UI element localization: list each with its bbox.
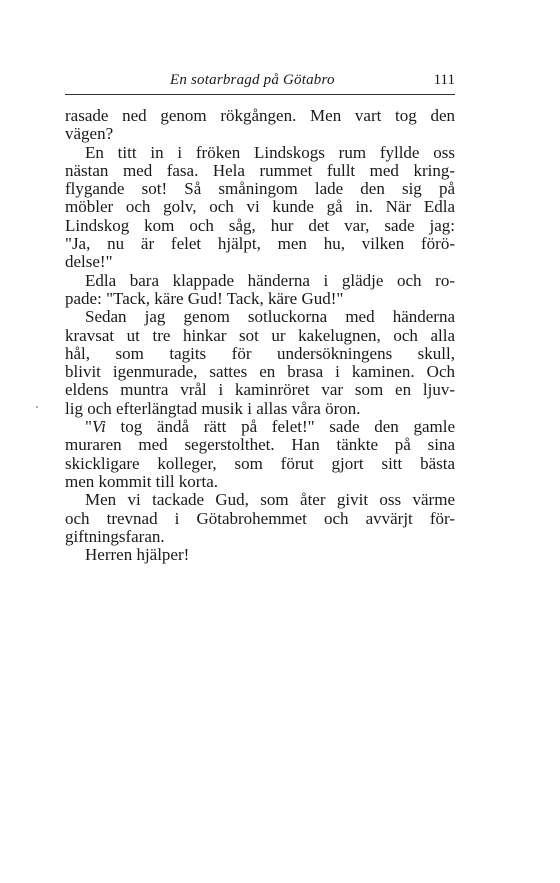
running-title: En sotarbragd på Götabro <box>170 72 335 88</box>
text-line: rasade ned genom rökgången. Men vart tog den <box>65 106 455 125</box>
text-line: nästan med fasa. Hela rummet fullt med kring- <box>65 160 455 180</box>
text-line: vägen? <box>65 124 114 144</box>
text-line: hål, som tagits för undersökningens skull, <box>65 343 455 363</box>
header-rule <box>65 94 455 95</box>
running-head <box>65 72 455 92</box>
text-line: Sedan jag genom sotluckorna med händerna <box>85 307 455 327</box>
text-line: Lindskog kom och såg, hur det var, sade jag: <box>65 215 455 235</box>
text-line: skickligare kolleger, som förut gjort sitt bästa <box>65 453 455 473</box>
text-line: pade: "Tack, käre Gud! Tack, käre Gud!" <box>65 288 344 308</box>
text-line: lig och efterlängtad musik i allas våra öron. <box>65 398 361 418</box>
text-line: giftningsfaran. <box>65 526 165 546</box>
text-line: delse!" <box>65 252 113 272</box>
text-line: blivit igenmurade, sattes en brasa i kaminen. Och <box>65 362 455 382</box>
text-line: flygande sot! Så småningom lade den sig på <box>65 179 455 199</box>
text-line: eldens muntra vrål i kaminröret var som en ljuv- <box>65 380 455 400</box>
text-line: Men vi tackade Gud, som åter givit oss värme <box>85 490 455 510</box>
page-number: 111 <box>433 72 455 88</box>
text-line: Edla bara klappade händerna i glädje och ro- <box>85 270 455 290</box>
text-line: "Vi tog ändå rätt på felet!" sade den gamle <box>85 417 455 437</box>
text-line: möbler och golv, och vi kunde gå in. När Edla <box>65 197 455 217</box>
text-line: kravsat ut tre hinkar sot ur kakelugnen, och alla <box>65 325 455 345</box>
text-line: men kommit till korta. <box>65 471 218 491</box>
margin-speck <box>36 406 38 408</box>
text-line: En titt in i fröken Lindskogs rum fyllde oss <box>85 142 455 162</box>
text-line: Herren hjälper! <box>85 545 190 565</box>
text-line: "Ja, nu är felet hjälpt, men hu, vilken förö- <box>65 234 455 254</box>
text-line: och trevnad i Götabrohemmet och avvärjt för- <box>65 508 455 528</box>
text-line: muraren med segerstolthet. Han tänkte på sina <box>65 435 455 455</box>
body-text <box>65 107 455 564</box>
